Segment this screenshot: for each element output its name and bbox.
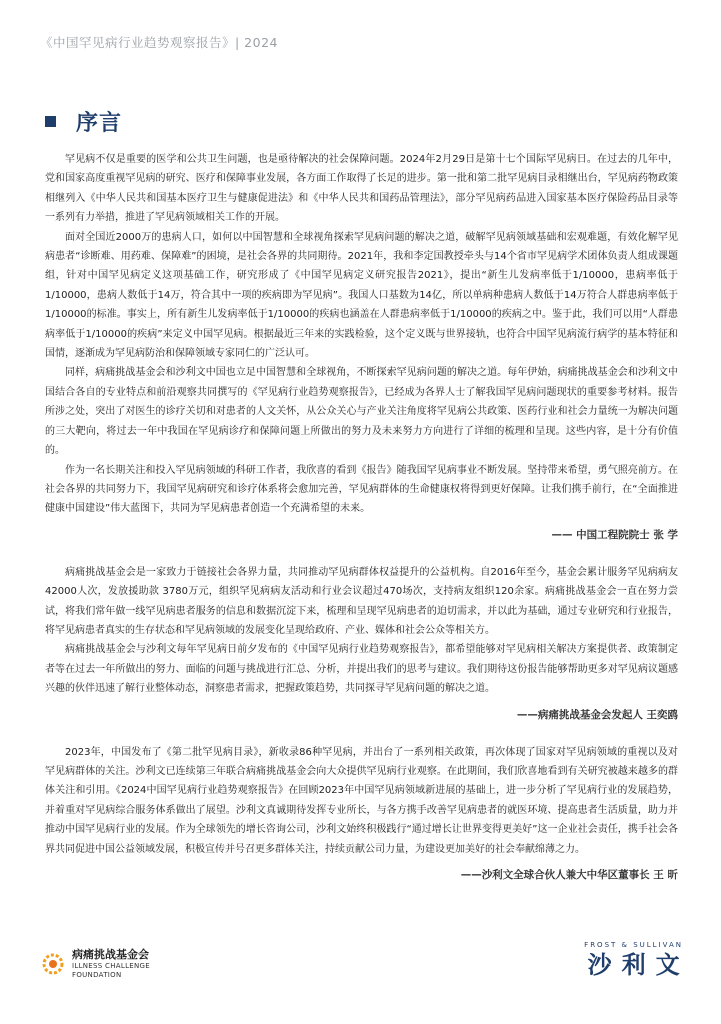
paragraph: 面对全国近2000万的患病人口，如何以中国智慧和全球视角探索罕见病问题的解决之道，破解罕见病领域基础和宏观难题，有效化解罕见病患者“诊断难、用药难、保障难”的困境，是社会各界的共同期待。2021年，我和李定国教授牵头与14个省市罕见病学术团体负责人组成课题组，针对中国罕见病定义这项基础工作，研究形成了《中国罕见病定义研究报告2021》，提出“新生儿发病率低于1/10000，患病率低于1/10000，患病人数低于14万，符合其中一项的疾病即为罕见病”。我国人口基数为14亿，所以单病种患病人数低于14万符合人群患病率低于1/10000的标准。事实上，所有新生儿发病率低于1/10000的疾病也涵盖在人群患病率低于1/10000的疾病之中。鉴于此，我们可以用“人群患病率低于1/10000的疾病”来定义中国罕见病。根据最近三年来的实践检验，这个定义既与世界接轨，也符合中国罕见病流行病学的基本特征和国情，逐渐成为罕见病防治和保障领域专家同仁的广泛认可。 xyxy=(45,231,678,360)
paragraph: 病痛挑战基金会是一家致力于链接社会各界力量，共同推动罕见病群体权益提升的公益机构。自2016年至今，基金会累计服务罕见病病友 42000人次，发放援助款 3780万元，组织罕见病病友活动和行业会议超过470场次，支持病友组织120余家。病痛挑战基金会一直在努力尝试，将我们常年做一线罕见病患者服务的信息和数据沉淀下来，梳理和呈现罕见病患者的迫切需求，并以此为基础，通过专业研究和行业报告，将罕见病患者真实的生存状态和罕见病领域的发展变化呈现给政府、产业、媒体和社会公众等相关方。 xyxy=(45,566,678,636)
section-title-row xyxy=(45,106,122,137)
running-header: 《中国罕见病行业趋势观察报告》| 2024 xyxy=(40,35,278,50)
paragraph: 病痛挑战基金会与沙利文每年罕见病日前夕发布的《中国罕见病行业趋势观察报告》，都希望能够对罕见病相关解决方案提供者、政策制定者等在过去一年所做出的努力、面临的问题与挑战进行汇总、分析，并提出我们的思考与建议。我们期待这份报告能够帮助更多对罕见病议题感兴趣的伙伴迅速了解行业整体动态，洞察患者需求，把握政策趋势，共同探寻罕见病问题的解决之道。 xyxy=(45,644,678,695)
paragraph: 同样，病痛挑战基金会和沙利文中国也立足中国智慧和全球视角，不断探索罕见病问题的解决之道。每年伊始，病痛挑战基金会和沙利文中国结合各自的专业特点和前沿观察共同撰写的《罕见病行业趋势观察报告》，已经成为各界人士了解我国罕见病问题现状的重要参考材料。报告所涉之处，突出了对医生的诊疗关切和对患者的人文关怀，从公众关心与产业关注角度将罕见病公共政策、医药行业和社会力量统一为解决问题的三大靶向，将过去一年中我国在罕见病诊疗和保障问题上所做出的努力及未来努力方向进行了详细的梳理和呈现。这些内容，是十分有价值的。 xyxy=(45,367,678,457)
preface-body xyxy=(45,150,678,903)
paragraph: 作为一名长期关注和投入罕见病领域的科研工作者，我欣喜的看到《报告》随我国罕见病事业不断发展。坚持带来希望，勇气照亮前方。在社会各界的共同努力下，我国罕见病研究和诊疗体系将会愈加完善，罕见病群体的生命健康权将得到更好保障。让我们携手前行，在“全面推进健康中国建设”伟大蓝图下，共同为罕见病患者创造一个充满希望的未来。 xyxy=(45,464,678,515)
signature-wang-yiou: ——病痛挑战基金会发起人 王奕鸥 xyxy=(516,708,678,721)
title-square-icon xyxy=(45,116,56,127)
frost-sullivan-cn: 沙利文 xyxy=(587,951,690,979)
signature-zhang-xue: —— 中国工程院院士 张 学 xyxy=(551,528,678,541)
paragraph: 2023年，中国发布了《第二批罕见病目录》，新收录86种罕见病，并出台了一系列相关政策，再次体现了国家对罕见病领域的重视以及对罕见病群体的关注。沙利文已连续第三年联合病痛挑战基金会向大众提供罕见病行业观察。在此期间，我们欣喜地看到有关研究被越来越多的群体关注和引用。《2024中国罕见病行业趋势观察报告》在回顾2023年中国罕见病领域新进展的基础上，进一步分析了罕见病行业的发展趋势，并着重对罕见病综合服务体系做出了展望。沙利文真诚期待发挥专业所长，与各方携手改善罕见病患者的就医环境、提高患者生活质量，助力并推动中国罕见病行业的发展。作为全球领先的增长咨询公司，沙利文始终积极践行“通过增长让世界变得更美好”这一企业社会责任，携手社会各界共同促进中国公益领域发展，积极宣传并号召更多群体关注，持续贡献公司力量，为建设更加美好的社会奉献绵薄之力。 xyxy=(45,746,678,855)
foundation-name-cn: 病痛挑战基金会 xyxy=(72,948,149,961)
signature-wang-xin: ——沙利文全球合伙人兼大中华区董事长 王 昕 xyxy=(460,869,678,881)
foundation-logo-icon xyxy=(40,951,66,977)
frost-sullivan-en: FROST & SULLIVAN xyxy=(584,941,683,949)
foundation-name-en-1: ILLNESS CHALLENGE xyxy=(72,962,150,970)
foundation-name-en-2: FOUNDATION xyxy=(72,971,122,979)
frost-sullivan-logo xyxy=(584,940,690,980)
illness-challenge-logo xyxy=(40,948,150,980)
paragraph: 罕见病不仅是重要的医学和公共卫生问题，也是亟待解决的社会保障问题。2024年2月29日是第十七个国际罕见病日。在过去的几年中，党和国家高度重视罕见病的研究、医疗和保障事业发展，各方面工作取得了长足的进步。第一批和第二批罕见病目录相继出台，罕见病药物政策相继列入《中华人民共和国基本医疗卫生与健康促进法》和《中华人民共和国药品管理法》，部分罕见病药品进入国家基本医疗保险药品目录等一系列有力举措，推进了罕见病领域相关工作的开展。 xyxy=(45,154,678,224)
section-title: 序言 xyxy=(76,111,123,136)
